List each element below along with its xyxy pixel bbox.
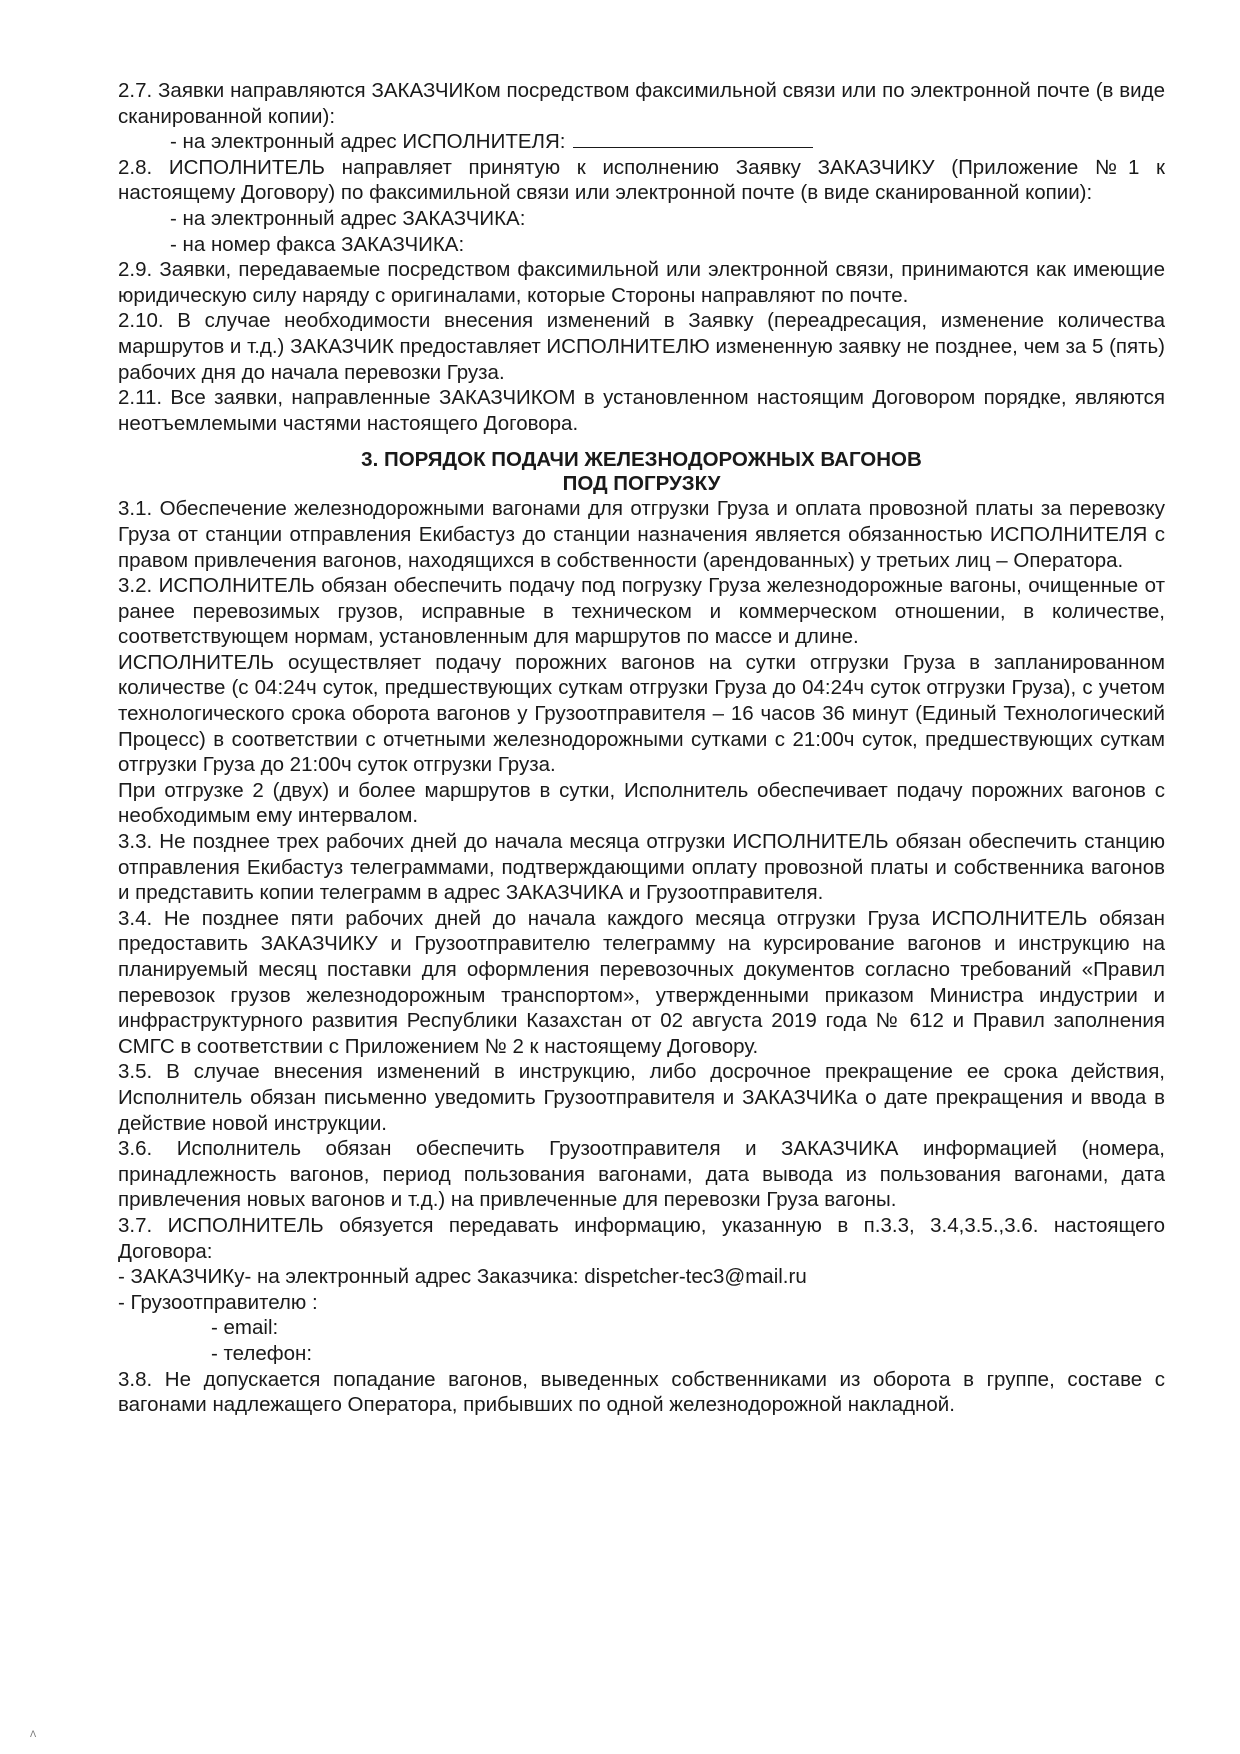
clause-3-3: 3.3. Не позднее трех рабочих дней до начала месяца отгрузки ИСПОЛНИТЕЛЬ обязан обеспечить станцию отправления Екибастуз телеграммами, подтверждающими оплату провозной платы и собственника вагонов и представить копии телеграмм в адрес ЗАКАЗЧИКА и Грузоотправителя. bbox=[118, 830, 1171, 905]
clause-2-7-email-line bbox=[118, 129, 1165, 155]
shipper-email-label: - email: bbox=[211, 1316, 279, 1340]
section-3-title-line1: 3. ПОРЯДОК ПОДАЧИ ЖЕЛЕЗНОДОРОЖНЫХ ВАГОНОВ bbox=[361, 448, 922, 472]
clause-3-2-p1: 3.2. ИСПОЛНИТЕЛЬ обязан обеспечить подачу под погрузку Груза железнодорожные вагоны, очищенные от ранее перевозимых грузов, исправные в техническом и коммерческом отношении, в количестве, соответствующем нормам, установленным для маршрутов по массе и длине. bbox=[118, 574, 1171, 649]
clause-2-11: 2.11. Все заявки, направленные ЗАКАЗЧИКОМ в установленном настоящим Договором порядке, являются неотъемлемыми частями настоящего Договора. bbox=[118, 386, 1171, 435]
customer-email-label: - на электронный адрес ЗАКАЗЧИКА: bbox=[170, 206, 526, 230]
customer-email-line: - ЗАКАЗЧИКу- на электронный адрес Заказчика: dispetcher-tec3@mail.ru bbox=[118, 1265, 807, 1289]
clause-2-7 bbox=[118, 78, 1171, 155]
clause-2-9: 2.9. Заявки, передаваемые посредством факсимильной или электронной связи, принимаются как имеющие юридическую силу наряду с оригиналами, которые Стороны направляют по почте. bbox=[118, 258, 1171, 307]
clause-3-2-p3: При отгрузке 2 (двух) и более маршрутов в сутки, Исполнитель обеспечивает подачу порожних вагонов с необходимым ему интервалом. bbox=[118, 778, 1171, 828]
clause-3-7-text: 3.7. ИСПОЛНИТЕЛЬ обязуется передавать информацию, указанную в п.3.3, 3.4,3.5.,3.6. настоящего Договора: bbox=[118, 1213, 1171, 1263]
page-corner-mark: Λ bbox=[30, 1730, 37, 1740]
clause-3-2 bbox=[118, 573, 1171, 829]
shipper-line: - Грузоотправителю : bbox=[118, 1290, 318, 1314]
section-3-heading bbox=[118, 448, 1165, 496]
clause-3-2-p2: ИСПОЛНИТЕЛЬ осуществляет подачу порожних вагонов на сутки отгрузки Груза в запланированном количестве (с 04:24ч суток, предшествующих суткам отгрузки Груза до 04:24ч суток отгрузки Груза), с учетом технологического срока оборота вагонов у Грузоотправителя – 16 часов 36 минут (Единый Технологический Процесс) в соответствии с отчетными железнодорожными сутками с 21:00ч суток, предшествующих суткам отгрузки Груза до 21:00ч суток отгрузки Груза. bbox=[118, 650, 1171, 777]
clause-3-6: 3.6. Исполнитель обязан обеспечить Грузоотправителя и ЗАКАЗЧИКА информацией (номера, принадлежность вагонов, период пользования вагонами, дата вывода из пользования вагонами, дата привлечения новых вагонов и т.д.) на привлеченные для перевозки Груза вагоны. bbox=[118, 1137, 1171, 1212]
contract-page bbox=[118, 78, 1171, 1418]
executor-email-label: - на электронный адрес ИСПОЛНИТЕЛЯ: bbox=[170, 130, 566, 154]
clause-3-8: 3.8. Не допускается попадание вагонов, выведенных собственниками из оборота в группе, составе с вагонами надлежащего Оператора, прибывших по одной железнодорожной накладной. bbox=[118, 1367, 1171, 1417]
clause-2-7-text: 2.7. Заявки направляются ЗАКАЗЧИКом посредством факсимильной связи или по электронной почте (в виде сканированной копии): bbox=[118, 79, 1171, 128]
clause-3-4: 3.4. Не позднее пяти рабочих дней до начала каждого месяца отгрузки Груза ИСПОЛНИТЕЛЬ обязан предоставить ЗАКАЗЧИКУ и Грузоотправителю телеграмму на курсирование вагонов и инструкцию на планируемый месяц поставки для оформления перевозочных документов согласно требований «Правил перевозок грузов железнодорожным транспортом», утвержденными приказом Министра индустрии и инфраструктурного развития Республики Казахстан от 02 августа 2019 года № 612 и Правил заполнения СМГС в соответствии с Приложением № 2 к настоящему Договору. bbox=[118, 906, 1171, 1058]
clause-3-5: 3.5. В случае внесения изменений в инструкцию, либо досрочное прекращение ее срока действия, Исполнитель обязан письменно уведомить Грузоотправителя и ЗАКАЗЧИКа о дате прекращения и ввода в действие новой инструкции. bbox=[118, 1060, 1171, 1135]
customer-fax-label: - на номер факса ЗАКАЗЧИКА: bbox=[170, 232, 465, 256]
clause-2-8-text: 2.8. ИСПОЛНИТЕЛЬ направляет принятую к исполнению Заявку ЗАКАЗЧИКУ (Приложение №1 к настоящему Договору) по факсимильной связи или электронной почте (в виде сканированной копии): bbox=[118, 155, 1171, 205]
shipper-phone-label: - телефон: bbox=[211, 1341, 313, 1365]
section-3-title-line2: ПОД ПОГРУЗКУ bbox=[562, 472, 721, 496]
executor-email-blank bbox=[573, 129, 813, 148]
clause-2-10: 2.10. В случае необходимости внесения изменений в Заявку (переадресация, изменение количества маршрутов и т.д.) ЗАКАЗЧИК предоставляет ИСПОЛНИТЕЛЮ измененную заявку не позднее, чем за 5 (пять) рабочих дня до начала перевозки Груза. bbox=[118, 309, 1171, 384]
clause-3-1: 3.1. Обеспечение железнодорожными вагонами для отгрузки Груза и оплата провозной платы за перевозку Груза от станции отправления Екибастуз до станции назначения является обязанностью ИСПОЛНИТЕЛЯ с правом привлечения вагонов, находящихся в собственности (арендованных) у третьих лиц – Оператора. bbox=[118, 497, 1171, 572]
clause-3-7 bbox=[118, 1213, 1171, 1367]
clause-2-8 bbox=[118, 155, 1171, 257]
